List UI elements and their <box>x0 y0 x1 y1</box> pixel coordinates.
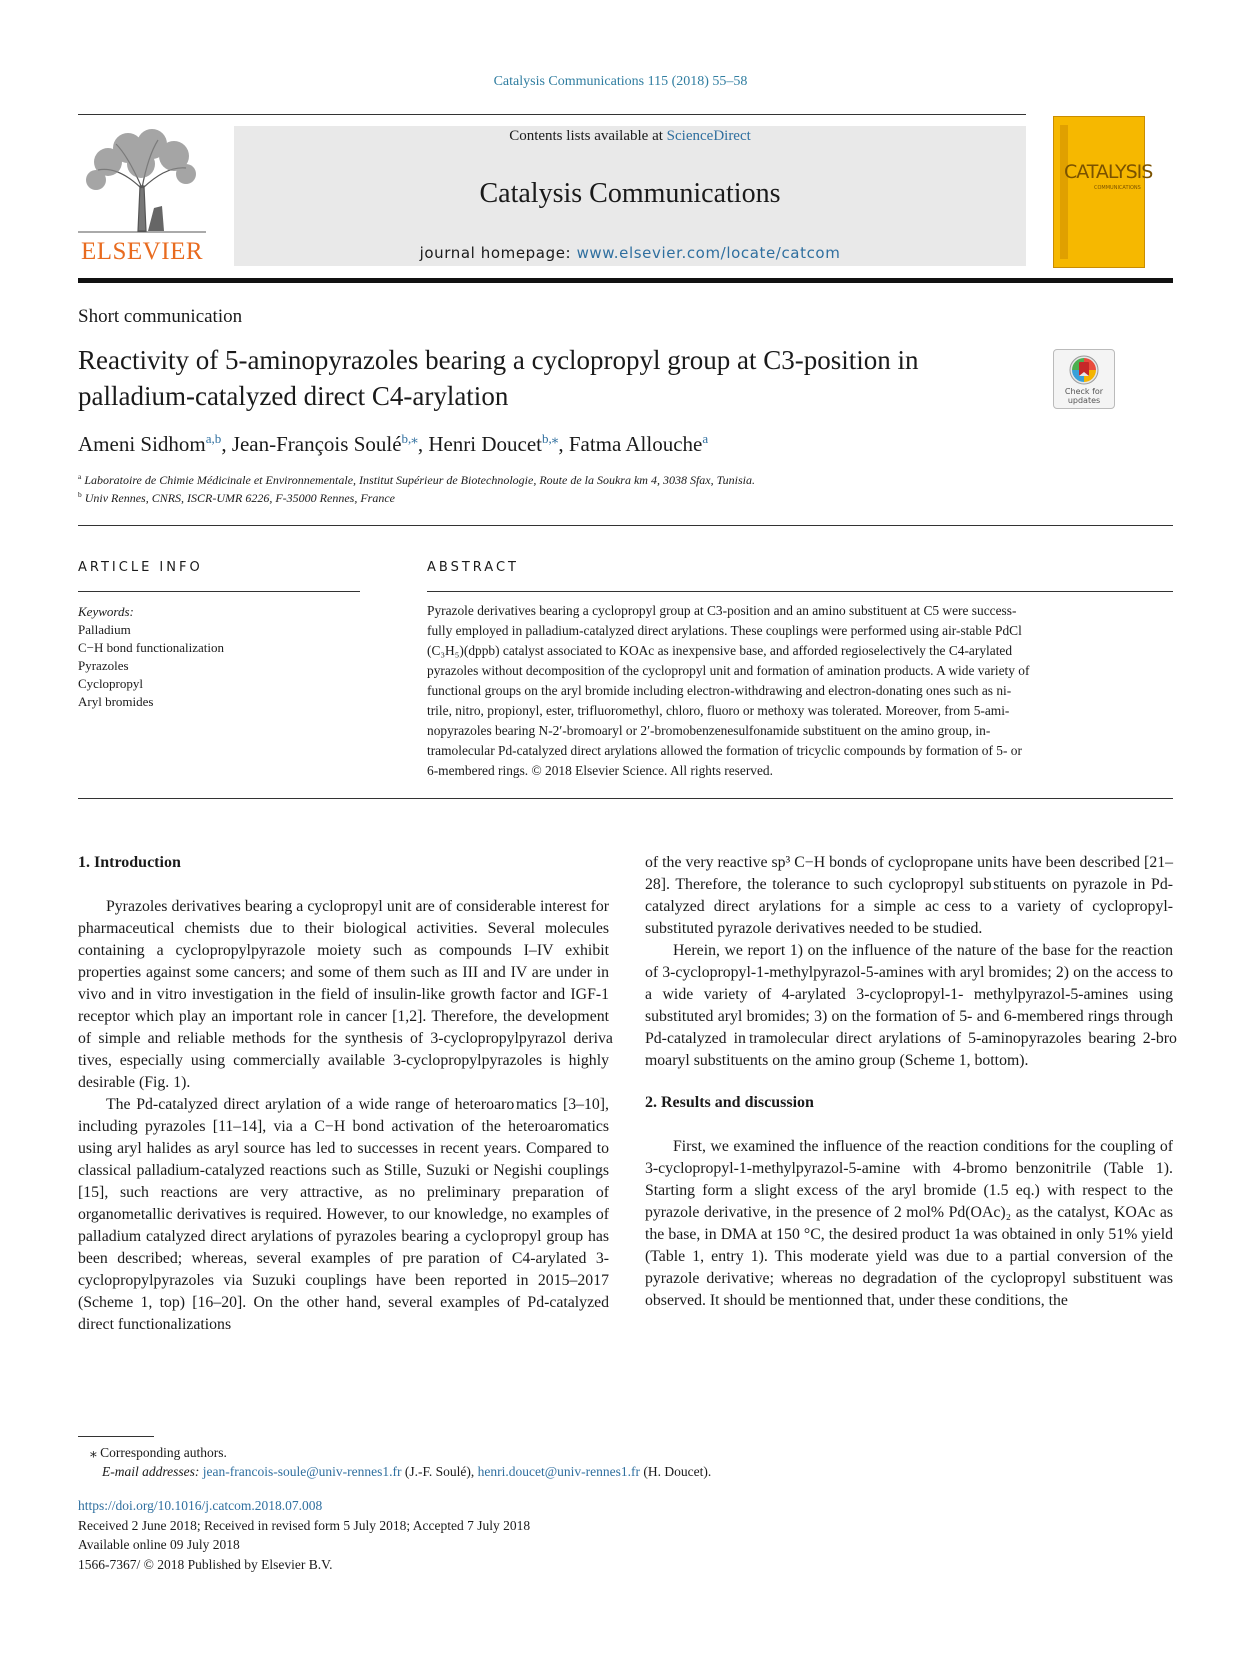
author-affil-sup[interactable]: b,⁎ <box>542 431 559 446</box>
paragraph-line: tives, especially using commercially available 3-cyclopropylpyrazoles is <box>78 1052 561 1069</box>
elsevier-tree-icon <box>78 126 206 234</box>
paragraph-line: Herein, we report 1) on the influence of the nature of the base for <box>673 942 1094 959</box>
crossmark-icon <box>1054 350 1114 390</box>
homepage-prefix: journal homepage: <box>419 244 577 262</box>
paragraph-line: highly desirable (Fig. 1). <box>78 1052 609 1091</box>
paragraph-line: Pyrazoles derivatives bearing a cyclopropyl unit are of considerable <box>106 898 536 915</box>
body-column-right <box>645 852 1177 1312</box>
paragraph-line: and reliable methods for the synthesis of 3-cyclopropylpyrazol deriva <box>147 1030 613 1047</box>
corresponding-authors-note: ⁎ Corresponding authors. <box>90 1445 227 1460</box>
cover-subtitle: COMMUNICATIONS <box>1094 185 1141 191</box>
paragraph <box>78 1094 609 1336</box>
paragraph-line: coupling of 3-cyclopropyl-1-methylpyrazol-5-amine with 4-bromo <box>645 1138 1174 1177</box>
contents-available-line <box>234 128 1026 145</box>
paragraph-line: the reaction of 3-cyclopropyl-1-methylpyrazol-5-amines with aryl bro <box>645 942 1173 981</box>
paragraph <box>78 896 613 1094</box>
elsevier-wordmark: ELSEVIER <box>80 238 204 265</box>
paragraph-line: Several molecules containing a cyclopropylpyrazole moiety such as <box>78 920 609 959</box>
abstract-rule <box>427 591 1173 592</box>
author-separator: , <box>221 432 232 456</box>
author-name[interactable]: Fatma Allouche <box>568 432 703 456</box>
abstract-line: 6-membered rings. © 2018 Elsevier Science. All rights reserved. <box>427 763 773 778</box>
article-info-rule <box>78 591 360 592</box>
paragraph-line: First, we examined the influence of the reaction conditions for the <box>673 1138 1096 1155</box>
author-affil-sup[interactable]: a <box>702 431 709 446</box>
keyword-item: Cyclopropyl <box>78 676 143 691</box>
paragraph-line: benzonitrile (Table 1). Starting form a slight excess of the aryl bromide <box>645 1160 1173 1199</box>
abstract-line: (C₃H₅)(dppb) catalyst associated to KOAc as inexpensive base, and afforded regioselectively the C4-arylated <box>427 643 1013 658</box>
paragraph-line: important role in cancer [1,2]. Therefore, the development of simple <box>78 1008 609 1047</box>
abstract-text <box>427 601 1173 781</box>
paragraph-line: of the heteroaromatics using aryl halides as aryl source has led to <box>78 1118 610 1157</box>
paragraph-line: observed. It should be mentionned that, under these conditions, the <box>645 1292 1068 1309</box>
paragraph-line: paration of C4-arylated 3-cyclopropylpyrazoles via Suzuki couplings <box>78 1250 610 1289</box>
abstract-heading: ABSTRACT <box>427 560 519 575</box>
paragraph-line: described [21–28]. Therefore, the tolerance to such cyclopropyl sub <box>645 854 1174 893</box>
spacer <box>78 874 609 896</box>
paragraph-line: palladium catalyzed direct arylations of pyrazoles bearing a cyclo <box>78 1228 500 1245</box>
author-separator: , <box>417 432 429 456</box>
paragraph-line: moaryl substituents on the amino group (Scheme 1, bottom). <box>645 1052 1029 1069</box>
author-affil-sup[interactable]: b,⁎ <box>401 431 418 446</box>
publication-info <box>78 1496 530 1574</box>
section-heading-introduction: 1. Introduction <box>78 854 181 871</box>
affiliation-text: Laboratoire de Chimie Médicinale et Environnementale, Institut Supérieur de Biotechnologie, Route de la Soukra km 4, 3038 Sfax, Tunisia. <box>84 473 755 487</box>
paragraph-line: have been reported in 2015–2017 (Scheme 1, top) [16–20]. On the <box>78 1272 609 1311</box>
check-for-updates-button[interactable] <box>1053 349 1115 409</box>
keyword-item: Aryl bromides <box>78 694 154 709</box>
keyword-item: C−H bond functionalization <box>78 640 224 655</box>
sciencedirect-link[interactable]: ScienceDirect <box>666 128 751 144</box>
abstract-line: pyrazoles without decomposition of the cyclopropyl unit and formation of amination products. A wide variety of <box>427 663 1030 678</box>
elsevier-logo <box>78 126 206 266</box>
abstract-line: fully employed in palladium-catalyzed direct arylations. These couplings were performed using air-stable PdCl <box>427 623 1022 638</box>
paragraph-line: compounds I–IV exhibit properties against some cancers; and some of <box>78 942 609 981</box>
author-name[interactable]: Jean-François Soulé <box>231 432 402 456</box>
article-title: Reactivity of 5-aminopyrazoles bearing a cyclopropyl group at C3-position in palladium-catalyzed direct C4-arylation <box>78 345 919 411</box>
footnote-rule <box>78 1436 154 1437</box>
front-matter-rule <box>78 525 1173 526</box>
affiliation-marker: a <box>78 472 82 481</box>
affiliation-marker: b <box>78 490 82 499</box>
keyword-item: Palladium <box>78 622 131 637</box>
keywords-label: Keywords: <box>78 604 134 619</box>
contents-prefix: Contents lists available at <box>509 128 667 144</box>
paragraph-line: the desired product 1a was obtained in only 51% yield (Table 1, entry <box>645 1226 1174 1265</box>
paragraph-line: field of insulin-like growth factor and IGF-1 receptor which play an <box>78 986 610 1025</box>
paragraph-line: mides; 2) on the access to a wide variety of 4-arylated 3-cyclopropyl-1- <box>645 964 1173 1003</box>
author-affil-sup[interactable]: a,b <box>205 431 222 446</box>
email-addresses <box>78 1462 711 1481</box>
paragraph-line: derivatives is required. However, to our knowledge, no examples of <box>176 1206 610 1223</box>
affiliation-a <box>78 472 755 488</box>
journal-title: Catalysis Communications <box>479 178 781 209</box>
paragraph-line: matics [3–10], including pyrazoles [11–14], via a C−H bond activation <box>78 1096 610 1135</box>
footnotes <box>78 1443 711 1481</box>
paragraph-line: other hand, several examples of Pd-catalyzed direct functionalizations <box>78 1294 610 1333</box>
journal-cover-thumbnail[interactable] <box>1053 116 1153 268</box>
article-info-heading: ARTICLE INFO <box>78 560 203 575</box>
spacer <box>645 1072 1173 1092</box>
email-link-doucet[interactable]: henri.doucet@univ-rennes1.fr <box>477 1464 641 1479</box>
paragraph-line: (1.5 eq.) with respect to the pyrazole derivative, in the presence of <box>645 1182 1173 1221</box>
paragraph <box>645 940 1177 1072</box>
email-link-soule[interactable]: jean-francois-soule@univ-rennes1.fr <box>202 1464 402 1479</box>
paragraph-line: stituents on pyrazole in Pd-catalyzed direct arylations for a simple ac <box>645 876 1173 915</box>
keyword-item: Pyrazoles <box>78 658 129 673</box>
journal-citation[interactable]: Catalysis Communications 115 (2018) 55–58 <box>493 74 748 89</box>
header-thick-rule <box>78 278 1173 283</box>
author-list <box>78 431 708 457</box>
paragraph <box>645 852 1173 940</box>
author-name[interactable]: Ameni Sidhom <box>78 432 206 456</box>
email-owner: (J.-F. Soulé), <box>401 1464 478 1479</box>
header-top-rule <box>78 114 1026 115</box>
abstract-line: tramolecular Pd-catalyzed direct arylations allowed the formation of tricyclic compounds by formation of 5- or <box>427 743 1022 758</box>
abstract-line: trile, nitro, propionyl, ester, trifluoromethyl, chloro, fluoro or methoxy was tolerated. Moreover, from 5-ami- <box>427 703 1010 718</box>
paragraph-line: interest for pharmaceutical chemists due to their biological activities. <box>78 898 609 937</box>
abstract-line: Pyrazole derivatives bearing a cyclopropyl group at C3-position and an amino substituent at C5 were success- <box>427 603 1017 618</box>
crossmark-label: Check for updates <box>1064 387 1104 405</box>
paragraph-line: them such as III and IV are under in vivo and in vitro investigation in the <box>78 964 609 1003</box>
keywords-block <box>78 603 224 711</box>
paragraph-line: are very attractive, as no preliminary preparation of organometallic <box>78 1184 610 1223</box>
paragraph-line: 1). This moderate yield was due to a partial conversion of the pyrazole <box>645 1248 1173 1287</box>
affiliation-b <box>78 490 395 506</box>
abstract-line: nopyrazoles bearing N-2′-bromoaryl or 2′-bromobenzenesulfonamide substituent on the amino group, in- <box>427 723 991 738</box>
paragraph-line: methylpyrazol-5-amines using substituted aryl bromides; 3) on the <box>645 986 1174 1025</box>
paragraph-line: propyl group has been described; whereas, several examples of pre <box>78 1228 609 1267</box>
email-label: E-mail addresses: <box>102 1464 203 1479</box>
cover-stripe <box>1060 125 1068 259</box>
paragraph-line: The Pd-catalyzed direct arylation of a wide range of heteroaro <box>106 1096 515 1113</box>
paragraph-line: successes in recent years. Compared to classical palladium-catalyzed <box>78 1140 609 1179</box>
section-heading-results: 2. Results and discussion <box>645 1094 814 1111</box>
article-type: Short communication <box>78 306 243 327</box>
body-column-left <box>78 852 613 1336</box>
paragraph <box>645 1136 1173 1312</box>
cover-title: CATALYSIS <box>1064 161 1153 183</box>
paragraph-line: tramolecular direct arylations of 5-aminopyrazoles bearing 2-bro <box>748 1030 1177 1047</box>
received-dates: Received 2 June 2018; Received in revised form 5 July 2018; Accepted 7 July 2018 <box>78 1517 531 1533</box>
author-name[interactable]: Henri Doucet <box>428 432 543 456</box>
paragraph-line: formation of 5- and 6-membered rings through Pd-catalyzed in <box>645 1008 1173 1047</box>
abstract-bottom-rule <box>78 798 1173 799</box>
affiliation-text: Univ Rennes, CNRS, ISCR-UMR 6226, F-35000 Rennes, France <box>84 491 395 505</box>
available-online: Available online 09 July 2018 <box>78 1537 240 1552</box>
issn-copyright: 1566-7367/ © 2018 Published by Elsevier B.V. <box>78 1556 333 1572</box>
paragraph-line: reactions such as Stille, Suzuki or Negishi couplings [15], such reactions <box>78 1162 609 1201</box>
paragraph-line: to be studied. <box>897 920 983 937</box>
paragraph-line: of the very reactive sp³ C−H bonds of cyclopropane units have been <box>645 854 1076 871</box>
abstract-line: functional groups on the aryl bromide including electron-withdrawing and electron-donating ones such as ni- <box>427 683 1012 698</box>
journal-homepage-link[interactable]: www.elsevier.com/locate/catcom <box>576 244 841 262</box>
email-owner: (H. Doucet). <box>640 1464 712 1479</box>
journal-homepage-line <box>234 244 1026 262</box>
paragraph-line: derivative; whereas no degradation of the cyclopropyl substituent was <box>706 1270 1174 1287</box>
paragraph-line: cess to a variety of cyclopropyl-substituted pyrazole derivatives needed <box>645 898 1174 937</box>
author-separator: , <box>558 432 569 456</box>
doi-link[interactable]: https://doi.org/10.1016/j.catcom.2018.07.008 <box>78 1498 323 1513</box>
spacer <box>645 1114 1173 1136</box>
paragraph-line: 2 mol% Pd(OAc)₂ as the catalyst, KOAc as the base, in DMA at 150 °C, <box>645 1204 1173 1243</box>
